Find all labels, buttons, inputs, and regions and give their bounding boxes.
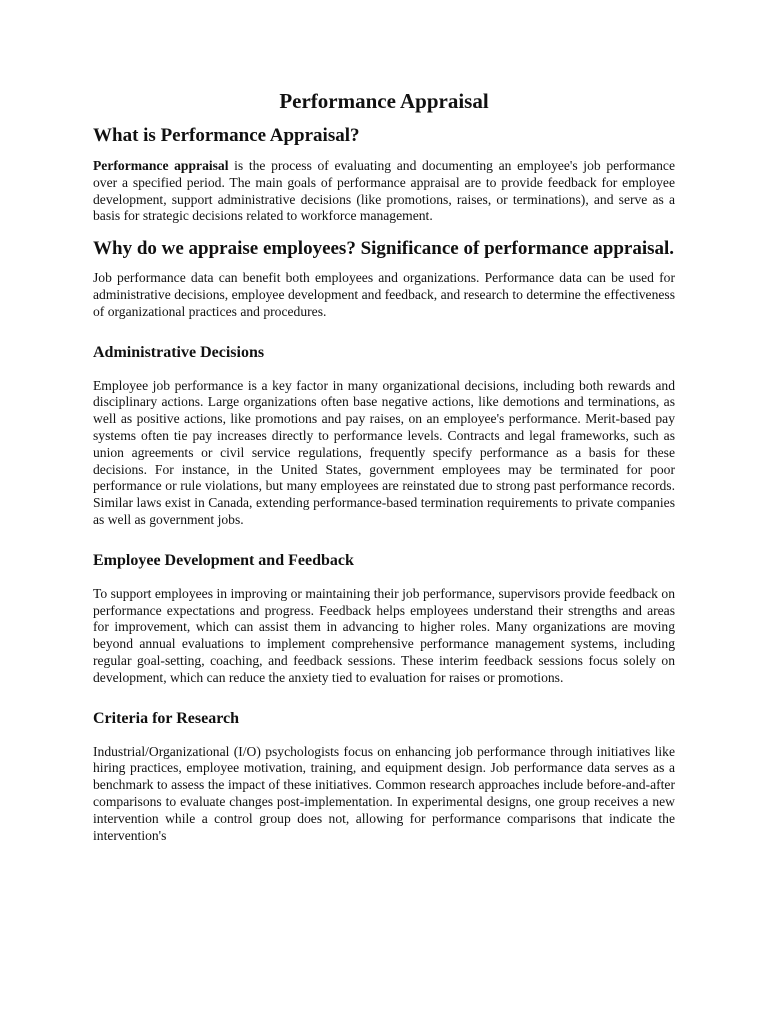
lead-body: is the process of evaluating and documenting an employee's job performance over a specified period. The main goals of performance appraisal are to provide feedback for employee development, support administrative decisions (like promotions, raises, or terminations), and serve as a basis for strategic decisions related to workforce management. xyxy=(93,158,675,224)
document-title: Performance Appraisal xyxy=(279,89,489,113)
section-body-development: To support employees in improving or maintaining their job performance, supervisors provide feedback on performance expectations and progress. Feedback helps employees understand their strengths and areas for improvement, which can assist them in advancing to higher roles. Many organizations are moving beyond annual evaluations to implement comprehensive performance management systems, including regular goal-setting, coaching, and feedback sessions. These interim feedback sessions focus solely on development, which can reduce the anxiety tied to evaluation for raises or promotions. xyxy=(93,585,675,685)
lead-term: Performance appraisal xyxy=(93,158,229,173)
section-body-administrative: Employee job performance is a key factor in many organizational decisions, including both rewards and disciplinary actions. Large organizations often base negative actions, like demotions and terminations, as well as positive actions, like promotions and pay raises, on an employee's performance. Merit-based pay systems often tie pay increases directly to performance levels. Contracts and legal frameworks, such as union agreements or civil service regulations, frequently specify performance as a basis for these decisions. For instance, in the United States, government employees may be terminated for poor performance or rule violations, but many employees are reinstated due to strong past performance records. Similar laws exist in Canada, extending performance-based termination requirements to private companies as well as government jobs. xyxy=(93,377,675,527)
section-heading-development: Employee Development and Feedback xyxy=(93,551,354,569)
section-heading-research: Criteria for Research xyxy=(93,709,240,727)
section-body-why: Job performance data can benefit both employees and organizations. Performance data can be used for administrative decisions, employee development and feedback, and research to determine the effectiveness of organizational practices and procedures. xyxy=(93,270,675,319)
section-heading-administrative: Administrative Decisions xyxy=(93,343,265,361)
document-page xyxy=(93,88,675,844)
section-body-what-is xyxy=(93,158,675,225)
section-heading-what-is: What is Performance Appraisal? xyxy=(93,125,360,146)
section-body-research: Industrial/Organizational (I/O) psychologists focus on enhancing job performance through initiatives like hiring practices, employee motivation, training, and equipment design. Job performance data serves as a benchmark to assess the impact of these initiatives. Common research approaches include before-and-after comparisons to evaluate changes post-implementation. In experimental designs, one group receives a new intervention while a control group does not, allowing for performance comparisons that indicate the intervention's xyxy=(93,743,675,843)
section-heading-why: Why do we appraise employees? Significance of performance appraisal. xyxy=(93,238,675,260)
